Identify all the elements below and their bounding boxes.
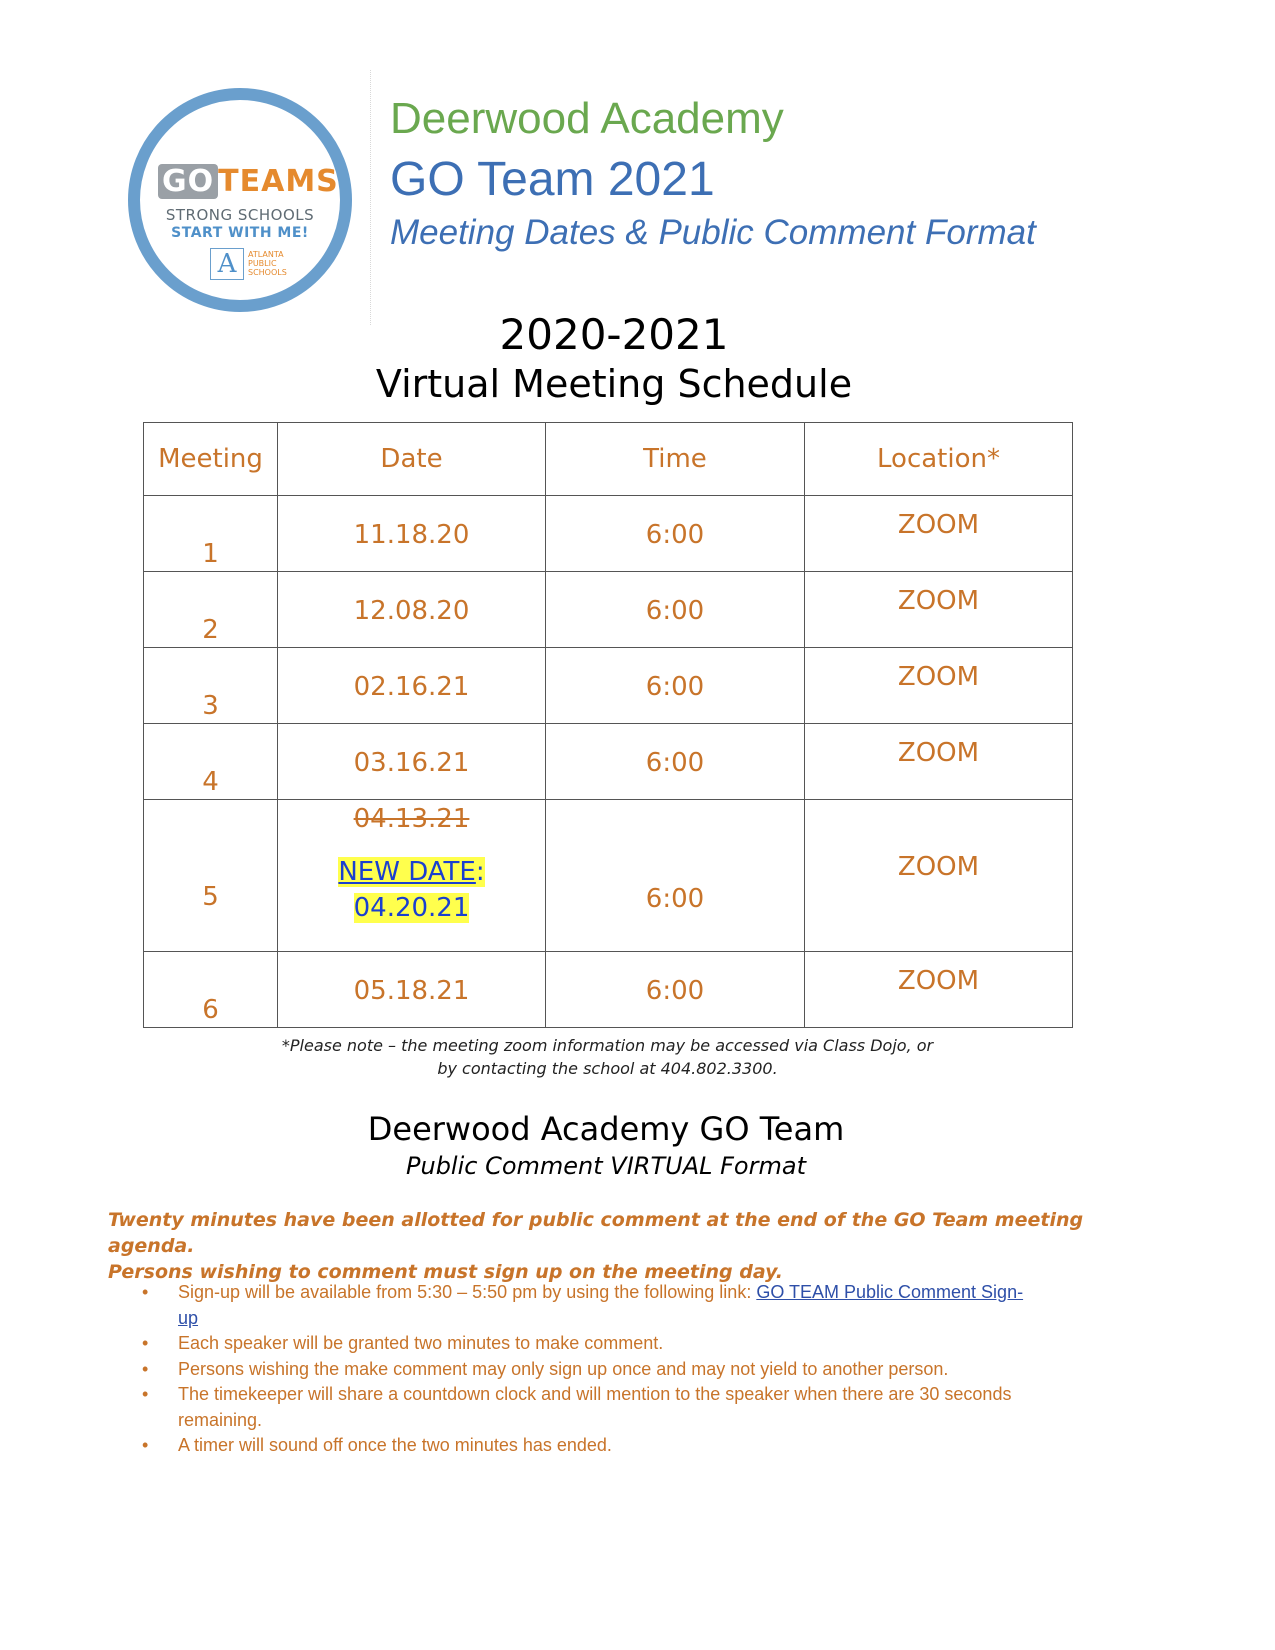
rule-text: Sign-up will be available from 5:30 – 5:50 pm by using the following link:	[178, 1282, 757, 1302]
cancelled-date: 04.13.21	[353, 804, 470, 834]
public-comment-rules	[140, 1280, 1040, 1459]
logo-tagline-2: START WITH ME!	[171, 225, 309, 241]
rule-text: Persons wishing the make comment may only sign up once and may not yield to another person.	[178, 1358, 949, 1379]
intro-line-2: Persons wishing to comment must sign up on the meeting day.	[108, 1261, 783, 1283]
meeting-number: 5	[202, 882, 219, 912]
public-comment-intro	[108, 1207, 1108, 1285]
column-header-time: Time	[546, 423, 805, 496]
meeting-time: 6:00	[645, 672, 705, 702]
column-header-location: Location*	[805, 423, 1073, 496]
new-date-value: 04.20.21	[353, 893, 470, 923]
table-row	[144, 648, 1073, 724]
public-comment-title: Deerwood Academy GO Team	[367, 1110, 845, 1148]
table-row	[144, 800, 1073, 952]
public-comment-subtitle: Public Comment VIRTUAL Format	[406, 1152, 806, 1180]
aps-text: ATLANTA PUBLIC SCHOOLS	[248, 250, 287, 277]
new-date-colon: :	[475, 857, 485, 887]
bullet-icon: •	[142, 1435, 149, 1455]
meeting-date: 11.18.20	[353, 520, 470, 550]
meeting-number: 3	[202, 691, 219, 721]
meeting-number: 4	[202, 767, 219, 797]
list-item	[140, 1280, 1040, 1331]
meeting-time: 6:00	[645, 520, 705, 550]
list-item	[140, 1357, 1040, 1383]
go-teams-logo	[128, 88, 352, 312]
meeting-location: ZOOM	[897, 852, 980, 882]
meeting-number: 1	[202, 539, 219, 569]
rule-text: Each speaker will be granted two minutes to make comment.	[178, 1333, 664, 1353]
document-subtitle: Meeting Dates & Public Comment Format	[390, 213, 1036, 252]
meeting-schedule-table	[143, 422, 1073, 1028]
meeting-location: ZOOM	[897, 510, 980, 540]
table-header-row	[144, 423, 1073, 496]
bullet-icon: •	[142, 1333, 149, 1353]
table-row	[144, 952, 1073, 1028]
zoom-note	[0, 1034, 1215, 1080]
rule-text: The timekeeper will share a countdown clock and will mention to the speaker when there are 30 seconds remaining.	[178, 1384, 1012, 1430]
meeting-date: 12.08.20	[353, 596, 470, 626]
meeting-location: ZOOM	[897, 586, 980, 616]
bullet-icon: •	[142, 1384, 149, 1404]
meeting-date: 02.16.21	[353, 672, 470, 702]
bullet-icon: •	[142, 1358, 149, 1379]
logo-wordmark: GO TEAMS	[158, 164, 339, 199]
school-name: Deerwood Academy	[390, 94, 784, 143]
meeting-location: ZOOM	[897, 966, 980, 996]
table-row	[144, 724, 1073, 800]
signup-link[interactable]: GO TEAM Public Comment Sign-up	[178, 1282, 1024, 1328]
schedule-year: 2020-2021	[499, 310, 729, 359]
meeting-location: ZOOM	[897, 738, 980, 768]
column-header-meeting: Meeting	[144, 423, 278, 496]
new-date-block	[278, 854, 545, 926]
meeting-number: 6	[202, 995, 219, 1025]
intro-line-1: Twenty minutes have been allotted for public comment at the end of the GO Team meeting agenda.	[108, 1209, 1084, 1257]
list-item	[140, 1433, 1040, 1459]
schedule-title: Virtual Meeting Schedule	[375, 362, 853, 406]
column-header-date: Date	[278, 423, 546, 496]
logo-tagline-1: STRONG SCHOOLS	[165, 206, 315, 224]
list-item	[140, 1382, 1040, 1433]
meeting-time: 6:00	[645, 884, 705, 914]
header-divider	[370, 70, 371, 325]
meeting-date: 05.18.21	[353, 976, 470, 1006]
meeting-date: 03.16.21	[353, 748, 470, 778]
list-item	[140, 1331, 1040, 1357]
bullet-icon: •	[142, 1282, 149, 1302]
meeting-time: 6:00	[645, 976, 705, 1006]
aps-logo	[210, 248, 290, 282]
zoom-note-line-2: by contacting the school at 404.802.3300.	[437, 1059, 778, 1078]
rule-text: A timer will sound off once the two minutes has ended.	[178, 1435, 612, 1455]
meeting-location: ZOOM	[897, 662, 980, 692]
meeting-number: 2	[202, 615, 219, 645]
table-row	[144, 572, 1073, 648]
new-date-label: NEW DATE	[338, 857, 476, 887]
meeting-time: 6:00	[645, 748, 705, 778]
table-row	[144, 496, 1073, 572]
team-title: GO Team 2021	[390, 153, 715, 206]
aps-letter: A	[210, 248, 244, 280]
zoom-note-line-1: *Please note – the meeting zoom information may be accessed via Class Dojo, or	[281, 1036, 934, 1055]
meeting-time: 6:00	[645, 596, 705, 626]
